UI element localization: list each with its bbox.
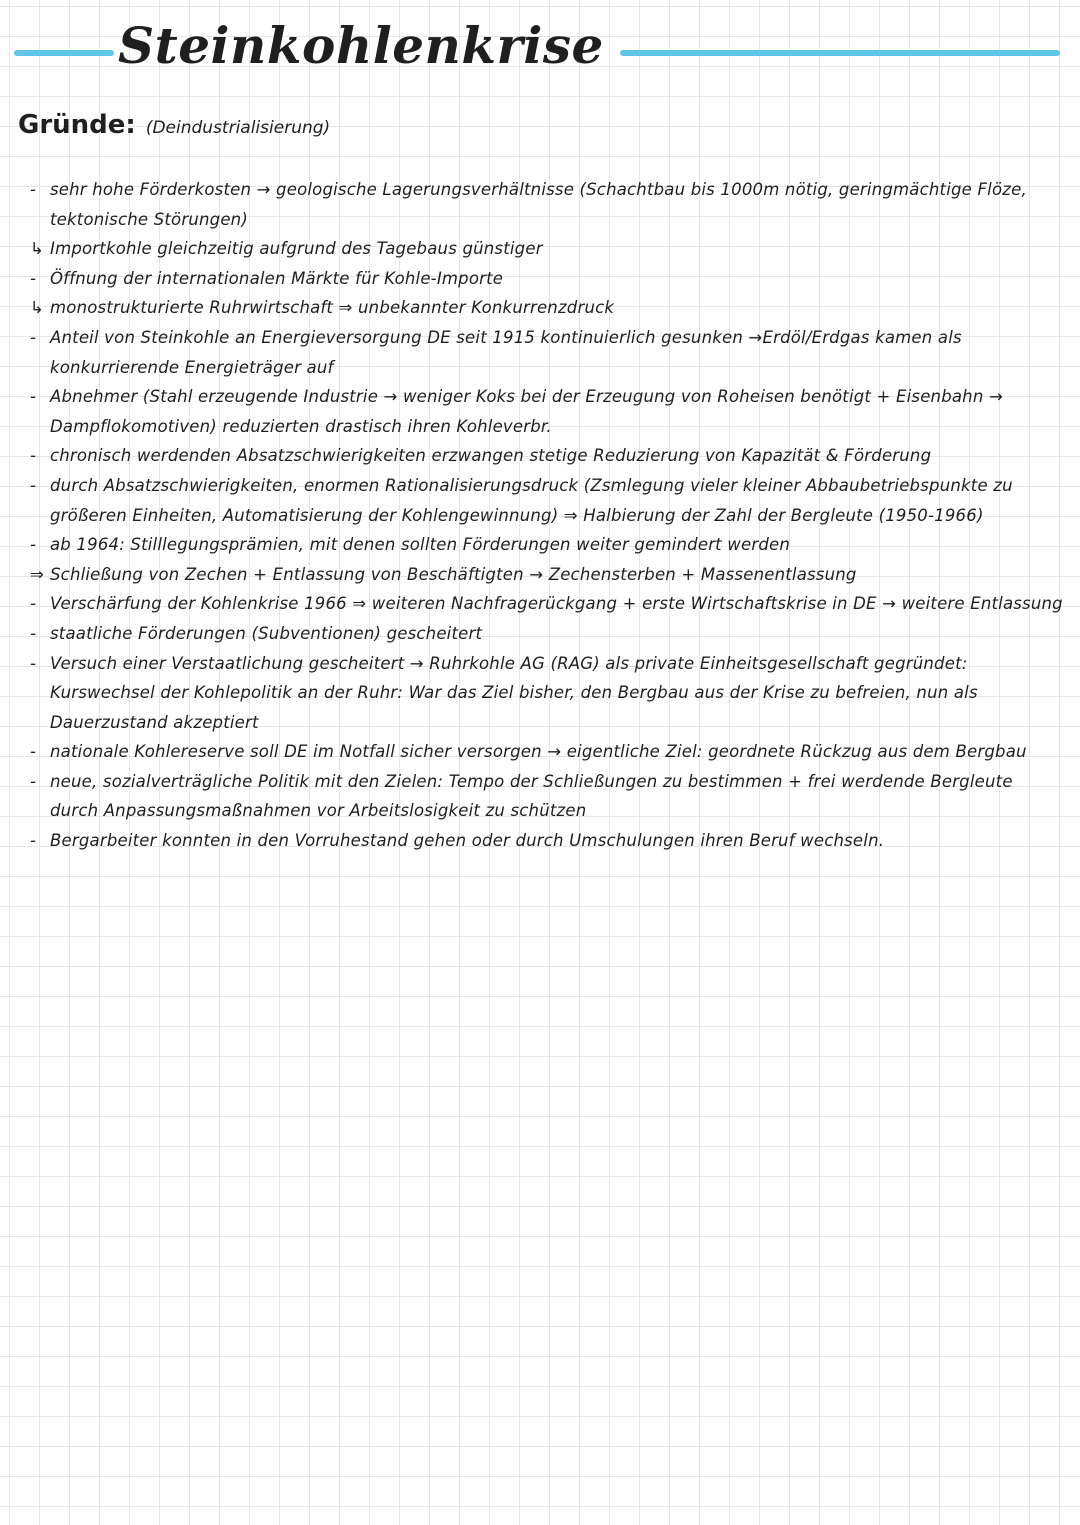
note-text: Anteil von Steinkohle an Energieversorgung DE seit 1915 kontinuierlich gesunken →Erdöl/Erdgas kamen als konkurrierende Energieträger auf: [50, 327, 962, 377]
note-bullet: -: [30, 653, 37, 673]
note-text: monostrukturierte Ruhrwirtschaft ⇒ unbekannter Konkurrenzdruck: [50, 298, 615, 318]
note-bullet: ↳: [30, 298, 45, 318]
note-bullet: -: [30, 268, 37, 288]
note-text: sehr hohe Förderkosten → geologische Lagerungsverhältnisse (Schachtbau bis 1000m nötig, geringmächtige Flöze, tektonische Störungen): [50, 180, 1027, 229]
note-item: [30, 737, 1065, 767]
note-bullet: -: [30, 387, 37, 407]
note-item: [30, 767, 1065, 826]
note-bullet: -: [30, 771, 37, 791]
notes-list: [30, 175, 1065, 856]
note-item: [30, 589, 1065, 619]
section-heading: [18, 110, 330, 140]
title-rule-left: [14, 50, 114, 56]
note-item: [30, 382, 1065, 441]
note-text: chronisch werdenden Absatzschwierigkeiten erzwangen stetige Reduzierung von Kapazität & Förderung: [50, 446, 932, 466]
note-bullet: -: [30, 623, 37, 643]
note-item: [30, 264, 1065, 294]
heading-label: Gründe:: [18, 110, 136, 140]
note-text: Verschärfung der Kohlenkrise 1966 ⇒ weiteren Nachfragerückgang + erste Wirtschaftskrise in DE → weitere Entlassung: [50, 594, 1063, 614]
note-item: [30, 323, 1065, 382]
note-text: staatliche Förderungen (Subventionen) gescheitert: [50, 623, 483, 643]
note-bullet: -: [30, 535, 37, 555]
note-item: [30, 619, 1065, 649]
note-text: Importkohle gleichzeitig aufgrund des Tagebaus günstiger: [50, 239, 543, 259]
note-text: nationale Kohlereserve soll DE im Notfall sicher versorgen → eigentliche Ziel: geordnete Rückzug aus dem Bergbau: [50, 742, 1027, 762]
note-bullet: -: [30, 831, 37, 851]
title-rule-right: [620, 50, 1060, 56]
note-text: ab 1964: Stilllegungsprämien, mit denen sollten Förderungen weiter gemindert werden: [50, 535, 791, 555]
note-text: Öffnung der internationalen Märkte für Kohle-Importe: [50, 268, 504, 288]
note-item: [30, 293, 1065, 323]
note-item: [30, 530, 1065, 560]
note-bullet: ⇒: [30, 564, 45, 584]
note-item: [30, 441, 1065, 471]
note-text: neue, sozialverträgliche Politik mit den Zielen: Tempo der Schließungen zu bestimmen + frei werdende Bergleute durch Anpassungsmaßnahmen vor Arbeitslosigkeit zu schützen: [50, 771, 1013, 821]
note-item: [30, 560, 1065, 590]
note-text: durch Absatzschwierigkeiten, enormen Rationalisierungsdruck (Zsmlegung vieler kleiner Abbaubetriebspunkte zu größeren Einheiten, Automatisierung der Kohlengewinnung) ⇒ Halbierung der Zahl der Bergleute (1950-1966): [50, 475, 1013, 525]
note-bullet: -: [30, 446, 37, 466]
note-text: Schließung von Zechen + Entlassung von Beschäftigten → Zechensterben + Massenentlassung: [50, 564, 857, 584]
note-bullet: -: [30, 594, 37, 614]
note-bullet: -: [30, 475, 37, 495]
note-item: [30, 175, 1065, 234]
heading-subtitle: (Deindustrialisierung): [145, 118, 331, 138]
page-title: Steinkohlenkrise: [118, 16, 604, 75]
note-item: [30, 826, 1065, 856]
note-item: [30, 649, 1065, 738]
note-text: Abnehmer (Stahl erzeugende Industrie → weniger Koks bei der Erzeugung von Roheisen benötigt + Eisenbahn → Dampflokomotiven) reduzierten drastisch ihren Kohleverbr.: [50, 387, 1003, 436]
note-bullet: -: [30, 180, 37, 199]
note-bullet: -: [30, 327, 37, 347]
note-item: [30, 471, 1065, 530]
note-bullet: ↳: [30, 239, 45, 259]
note-item: [30, 234, 1065, 264]
note-text: Bergarbeiter konnten in den Vorruhestand gehen oder durch Umschulungen ihren Beruf wechseln.: [50, 831, 885, 851]
note-bullet: -: [30, 742, 37, 762]
note-text: Versuch einer Verstaatlichung gescheitert → Ruhrkohle AG (RAG) als private Einheitsgesellschaft gegründet: Kurswechsel der Kohlepolitik an der Ruhr: War das Ziel bisher, den Bergbau aus der Krise zu befreien, nun als Dauerzustand akzeptiert: [50, 653, 978, 732]
